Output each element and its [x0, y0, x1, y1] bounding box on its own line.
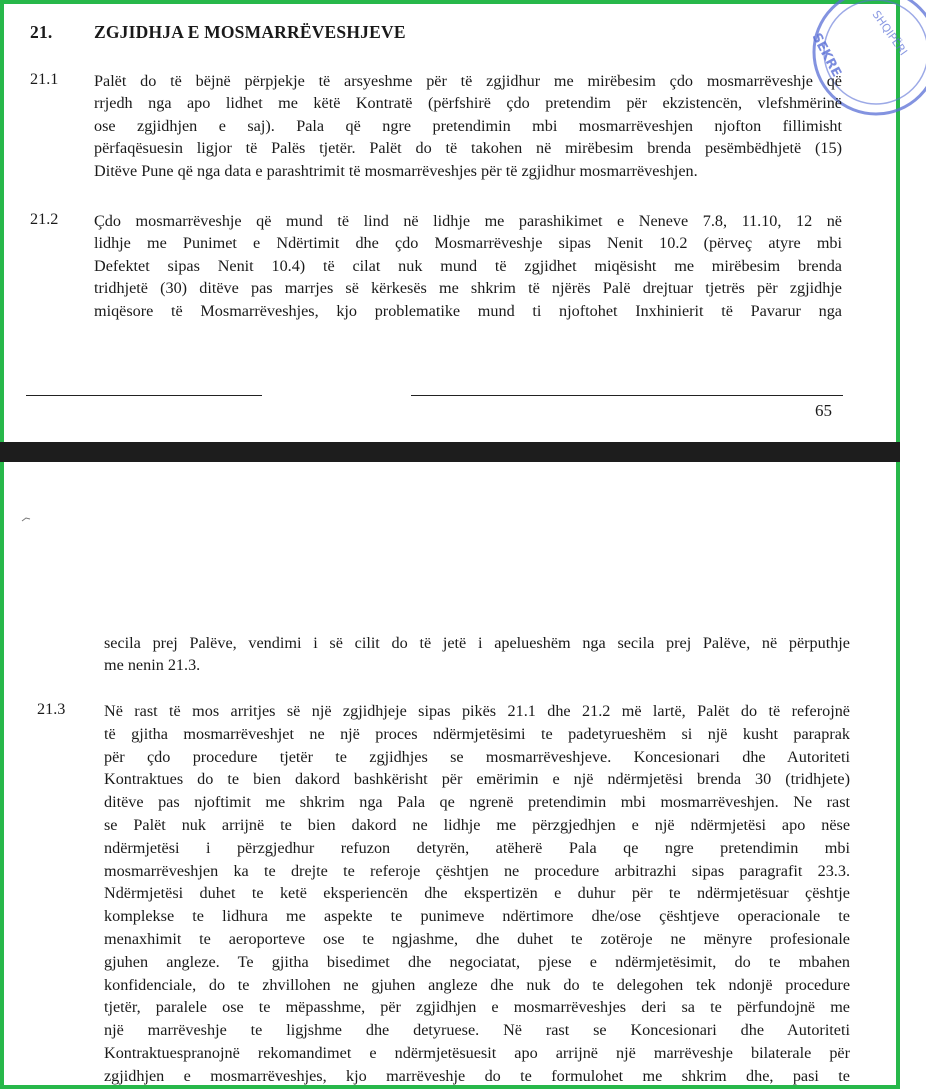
text-line: Ndërmjetësi duhet te ketë eksperiencën dhe ekspertizën e duhur për te ndërmjetësuar çështje — [104, 884, 850, 903]
text-line: lidhje me Punimet e Ndërtimit dhe çdo Mosmarrëveshje sipas Nenit 10.2 (përveç atyre mbi — [94, 234, 842, 253]
text-line: zgjidhjen e mosmarrëveshjes, kjo marrëveshje do te formulohet me shkrim dhe, pasi te — [104, 1066, 850, 1085]
text-line: një marrëveshje te ligjshme dhe detyruese. Në rast se Koncesionari dhe Autoriteti — [104, 1021, 850, 1040]
section-title: ZGJIDHJA E MOSMARRËVESHJEVE — [94, 22, 406, 42]
page-number: 65 — [815, 401, 832, 420]
text-line: konfidenciale, do te zhvillohen ne gjuhen angleze dhe nuk do te delegohen tek ndonjë procedure — [104, 975, 850, 994]
text-line: Ditëve Pune që nga data e parashtrimit të mosmarrëveshjes për të zgjidhur mosmarrëveshjen. — [94, 161, 698, 180]
text-line: Defektet sipas Nenit 10.4) të cilat nuk mund të zgjidhet miqësisht me mirëbesim brenda — [94, 256, 842, 275]
text-line: tjetër, paralele ose te mëpasshme, për zgjidhjen e mosmarrëveshjes deri sa te përfundojnë me — [104, 998, 850, 1017]
text-line: ose zgjidhjen e saj). Pala që ngre pretendimin mbi mosmarrëveshjen njofton fillimisht — [94, 116, 842, 135]
text-line: ditëve pas njoftimit me shkrim nga Pala qe ngrenë pretendimin mbi mosmarrëveshjen. Ne rast — [104, 793, 850, 812]
section-heading — [30, 22, 406, 43]
text-line: rrjedh nga apo lidhet me këtë Kontratë (përfshirë çdo pretendim për ekzistencën, vlefshmërinë — [94, 94, 842, 113]
text-line: Kontraktuespranojnë rekomandimet e ndërmjetësuesit apo arrijnë një marrëveshje bilaterale për — [104, 1043, 850, 1062]
text-line: me nenin 21.3. — [104, 656, 201, 675]
text-line: Në rast të mos arritjes së një zgjidhjeje sipas pikës 21.1 dhe 21.2 më lartë, Palët do të referojnë — [104, 702, 850, 720]
text-line: komplekse te lidhura me aspekte te punimeve ndërtimore dhe/ose çështjeve operacionale te — [104, 907, 850, 926]
document-page-65 — [0, 0, 910, 442]
text-line: përfaqësuesin ligjor të Palës tjetër. Palët do të takohen në mirëbesim brenda pesëmbëdhjetë (15) — [94, 139, 842, 158]
clause-21-2-text — [94, 210, 842, 322]
signature-line-left — [26, 395, 262, 396]
text-line: menaxhimit te aeroporteve ose te ngjashme, dhe duhet te zotëroje ne mënyre profesionale — [104, 929, 850, 948]
clause-number-21-3: 21.3 — [37, 700, 66, 718]
continuation-text — [104, 632, 850, 677]
page-separator — [0, 442, 900, 462]
clause-21-1-text — [94, 70, 842, 182]
text-line: gjuhen angleze. Te gjitha bisedimet dhe negociatat, pjese e ndërmjetësimit, do te mbahen — [104, 952, 850, 971]
clause-number-21-2: 21.2 — [30, 210, 59, 228]
text-line: mosmarrëveshjen ka te drejte te referoje çështjen ne procedure arbitrazhi sipas paragrafit 23.3. — [104, 861, 850, 880]
text-line: tridhjetë (30) ditëve pas marrjes së kërkesës me shkrim të njërës Palë drejtuar tjetrës për zgjidhje — [94, 279, 842, 298]
clause-21-3-text — [104, 700, 850, 1088]
text-line: se Palët nuk arrijnë te bien dakord ne lidhje me përzgjedhjen e një ndërmjetësi apo nëse — [104, 815, 850, 834]
section-number: 21. — [30, 22, 53, 42]
text-line: për çdo procedure tjetër te zgjidhjes se mosmarrëveshjeve. Koncesionari dhe Autoriteti — [104, 747, 850, 766]
svg-text:SEKRE: SEKRE — [808, 30, 844, 80]
text-line: Çdo mosmarrëveshje që mund të lind në lidhje me parashikimet e Neneve 7.8, 11.10, 12 në — [94, 212, 842, 230]
text-line: Kontraktues do te bien dakord bashkërisht për emërimin e një ndërmjetësi brenda 30 (tridhjete) — [104, 770, 850, 789]
signature-line-right — [411, 395, 843, 396]
text-line: miqësore të Mosmarrëveshjes, kjo problematike mund ti njoftohet Inxhinierit të Pavarur nga — [94, 301, 842, 320]
text-line: të gjitha mosmarrëveshjet ne një proces ndërmjetësimi te padetyrueshëm si një kusht paraprak — [104, 724, 850, 743]
text-line: secila prej Palëve, vendimi i së cilit do të jetë i apelueshëm nga secila prej Palëve, në përputhje — [104, 634, 850, 652]
svg-text:SHQIPËRI: SHQIPËRI — [869, 8, 910, 59]
text-line: ndërmjetësi i përzgjedhur refuzon detyrën, atëherë Pala qe ngre pretendimin mbi — [104, 838, 850, 857]
clause-number-21-1: 21.1 — [30, 70, 59, 88]
text-line: Palët do të bëjnë përpjekje të arsyeshme për të zgjidhur me mirëbesim çdo mosmarrëveshje që — [94, 72, 842, 90]
scan-speck-icon — [22, 517, 30, 522]
document-page-66 — [0, 462, 900, 1089]
